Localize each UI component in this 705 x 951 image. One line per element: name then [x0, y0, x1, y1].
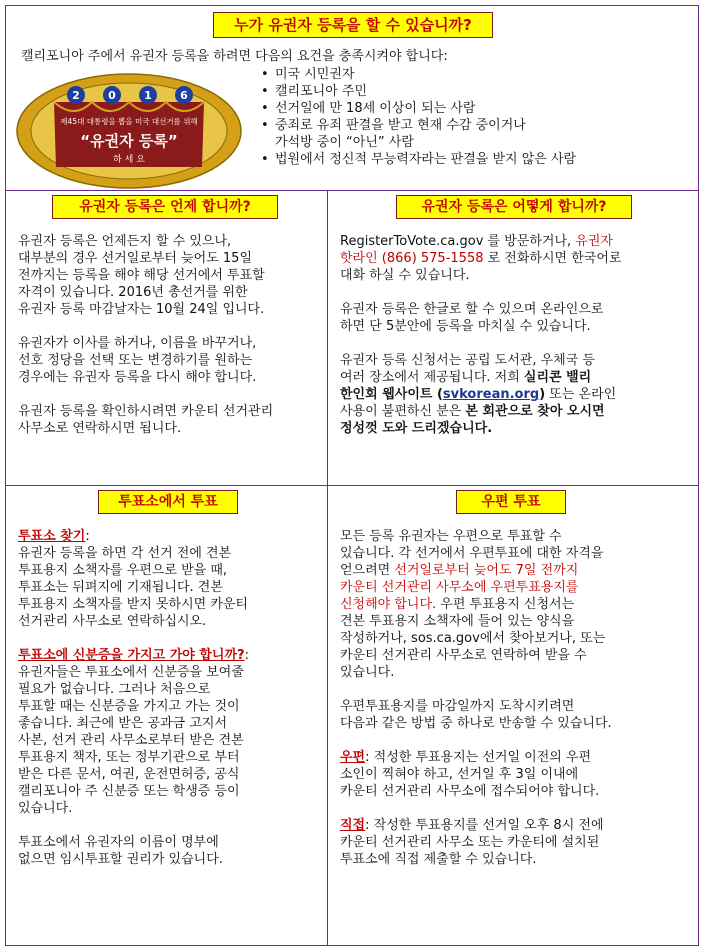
- poll-line: 좋습니다. 최근에 받은 공과금 고지서: [18, 716, 228, 731]
- poll-title: 투표소에서 투표: [98, 490, 238, 514]
- mail-deadline: 신청해야 합니다.: [340, 597, 437, 612]
- mail-line: 투표소에 직접 제출할 수 있습니다.: [340, 852, 537, 867]
- how-line: 유권자 등록 신청서는 공립 도서관, 우체국 등: [340, 353, 595, 368]
- mail-title: 우편 투표: [456, 490, 566, 514]
- when-body: [18, 233, 323, 437]
- poll-line: 투표용지 소책자를 받지 못하시면 카운티: [18, 597, 249, 612]
- how-paren: (: [432, 387, 443, 402]
- how-bold: 본 회관으로 찾아 오시면: [465, 404, 605, 419]
- poll-line: 필요가 없습니다. 그러나 처음으로: [18, 682, 211, 697]
- when-panel: [5, 190, 328, 486]
- logo-digit-3: 1: [144, 89, 152, 102]
- mail-line: 모든 등록 유권자는 우편으로 투표할 수: [340, 529, 562, 544]
- mail-text: 우편 투표용지 신청서는: [436, 597, 575, 612]
- mail-line: 작성하거나, sos.ca.gov에서 찾아보거나, 또는: [340, 631, 606, 646]
- requirement-item: • 선거일에 만 18세 이상이 되는 사람: [261, 100, 691, 117]
- when-line: 유권자 등록은 언제든지 할 수 있으나,: [18, 234, 232, 249]
- logo-small-text: 제45대 대통령을 뽑을 미국 대선거를 위해: [60, 117, 198, 126]
- requirement-item-continuation: 가석방 중이 “아닌” 사람: [275, 135, 414, 150]
- poll-line: 투표할 때는 신분증을 가지고 가는 것이: [18, 699, 240, 714]
- logo-digit-1: 2: [72, 89, 80, 102]
- when-line: 자격이 있습니다. 2016년 총선거를 위한: [18, 285, 248, 300]
- in-person-label: 직접: [340, 818, 366, 833]
- poll-body: [18, 528, 323, 868]
- poll-line: 있습니다.: [18, 801, 73, 816]
- mail-line: 있습니다. 각 선거에서 우편투표에 대한 자격을: [340, 546, 604, 561]
- how-line: 대화 하실 수 있습니다.: [340, 268, 470, 283]
- how-title: 유권자 등록은 어떻게 합니까?: [396, 195, 632, 219]
- when-line: 사무소로 연락하시면 됩니다.: [18, 421, 182, 436]
- poll-colon: :: [85, 529, 90, 544]
- who-title: 누가 유권자 등록을 할 수 있습니까?: [213, 12, 493, 38]
- id-required-heading: 투표소에 신분증을 가지고 가야 합니까?: [18, 648, 245, 663]
- when-line: 유권자 등록 마감날자는 10월 24일 입니다.: [18, 302, 265, 317]
- mail-line: 소인이 찍혀야 하고, 선거일 후 3일 이내에: [340, 767, 579, 782]
- when-line: 유권자가 이사를 하거나, 이름을 바꾸거나,: [18, 336, 257, 351]
- when-line: 전까지는 등록을 해야 해당 선거에서 투표할: [18, 268, 265, 283]
- how-text: 여러 장소에서 제공됩니다. 저희: [340, 370, 524, 385]
- mail-text: : 작성한 투표용지를 선거일 오후 8시 전에: [365, 818, 604, 833]
- poll-line: 유권자 등록을 하면 각 선거 전에 견본: [18, 546, 232, 561]
- poll-line: 투표소는 뒤펴지에 기재됩니다. 견본: [18, 580, 223, 595]
- requirement-item: • 캘리포니아 주민: [261, 83, 691, 100]
- poll-line: 투표소에서 유권자의 이름이 명부에: [18, 835, 219, 850]
- register-site-text: RegisterToVote.ca.gov 를 방문하거나,: [340, 234, 576, 249]
- mail-body: [340, 528, 695, 868]
- logo-sub-text: 하 세 요: [113, 155, 145, 165]
- how-paren: ): [539, 387, 546, 402]
- how-line: 하면 단 5분안에 등록을 마치실 수 있습니다.: [340, 319, 591, 334]
- poll-line: 투표용지 소책자를 우편으로 받을 때,: [18, 563, 228, 578]
- how-text: 로 전화하시면 한국어로: [483, 251, 622, 266]
- logo-main-text: “유권자 등록”: [80, 132, 178, 150]
- poll-line: 캘리포니아 주 신분증 또는 학생증 등이: [18, 784, 240, 799]
- mail-line: 우편투표용지를 마감일까지 도착시키려면: [340, 699, 575, 714]
- mail-deadline: 카운티 선거관리 사무소에 우편투표용지를: [340, 580, 579, 595]
- when-line: 경우에는 유권자 등록을 다시 해야 합니다.: [18, 370, 257, 385]
- mail-line: 카운티 선거관리 사무소로 연락하여 받을 수: [340, 648, 587, 663]
- when-title: 유권자 등록은 언제 합니까?: [52, 195, 278, 219]
- requirements-list: [261, 66, 691, 168]
- when-line: 유권자 등록을 확인하시려면 카운티 선거관리: [18, 404, 274, 419]
- logo-digit-2: 0: [108, 89, 116, 102]
- how-bold: 실리콘 밸리: [523, 370, 592, 385]
- who-panel: [5, 5, 699, 191]
- mail-panel: [327, 485, 699, 946]
- poll-panel: [5, 485, 328, 946]
- poll-colon: :: [244, 648, 249, 663]
- requirement-item: • 법원에서 정신적 무능력자라는 판결을 받지 않은 사람: [261, 151, 691, 168]
- poll-line: 사본, 선거 관리 사무소로부터 받은 견본: [18, 733, 244, 748]
- mail-text: : 적성한 투표용지는 선거일 이전의 우편: [365, 750, 592, 765]
- when-line: 선호 정당을 선택 또는 변경하기를 원하는: [18, 353, 253, 368]
- how-bold: 정성껏 도와 드리겠습니다.: [340, 421, 493, 436]
- how-panel: [327, 190, 699, 486]
- mail-deadline: 선거일로부터 늦어도 7일 전까지: [394, 563, 579, 578]
- mail-line: 카운티 선거관리 사무소 또는 카운티에 설치된: [340, 835, 600, 850]
- requirement-item: • 중죄로 유죄 판결을 받고 현재 수감 중이거나: [261, 117, 691, 134]
- poll-line: 선거관리 사무소로 연락하십시오.: [18, 614, 207, 629]
- find-polling-heading: 투표소 찾기: [18, 529, 86, 544]
- svkorean-link[interactable]: svkorean.org: [442, 387, 540, 402]
- mail-line: 다음과 같은 방법 중 하나로 반송할 수 있습니다.: [340, 716, 612, 731]
- mail-line: 견본 투표용지 소책자에 들어 있는 양식을: [340, 614, 575, 629]
- when-line: 대부분의 경우 선거일로부터 늦어도 15일: [18, 251, 252, 266]
- requirement-item: • 미국 시민권자: [261, 66, 691, 83]
- poll-line: 받은 다른 문서, 여권, 운전면허증, 공식: [18, 767, 240, 782]
- logo-digit-4: 6: [180, 89, 188, 102]
- hotline-number[interactable]: 핫라인 (866) 575-1558: [340, 251, 484, 266]
- poll-line: 투표용지 책자, 또는 정부기관으로 부터: [18, 750, 240, 765]
- how-bold: 한인회 웹사이트: [340, 387, 433, 402]
- how-text: 사용이 불편하신 분은: [340, 404, 466, 419]
- mail-line: 있습니다.: [340, 665, 395, 680]
- mail-text: 얻으려면: [340, 563, 395, 578]
- by-mail-label: 우편: [340, 750, 366, 765]
- how-body: [340, 233, 695, 437]
- poll-line: 없으면 임시투표할 권리가 있습니다.: [18, 852, 223, 867]
- mail-line: 카운티 선거관리 사무소에 접수되어야 합니다.: [340, 784, 600, 799]
- hotline-label: 유권자: [575, 234, 613, 249]
- poll-line: 유권자들은 투표소에서 신분증을 보여줄: [18, 665, 244, 680]
- how-line: 유권자 등록은 한글로 할 수 있으며 온라인으로: [340, 302, 604, 317]
- how-text: 또는 온라인: [545, 387, 617, 402]
- who-intro: 캘리포니아 주에서 유권자 등록을 하려면 다음의 요건을 충족시켜야 합니다:: [21, 49, 448, 64]
- register-to-vote-logo: [14, 72, 244, 190]
